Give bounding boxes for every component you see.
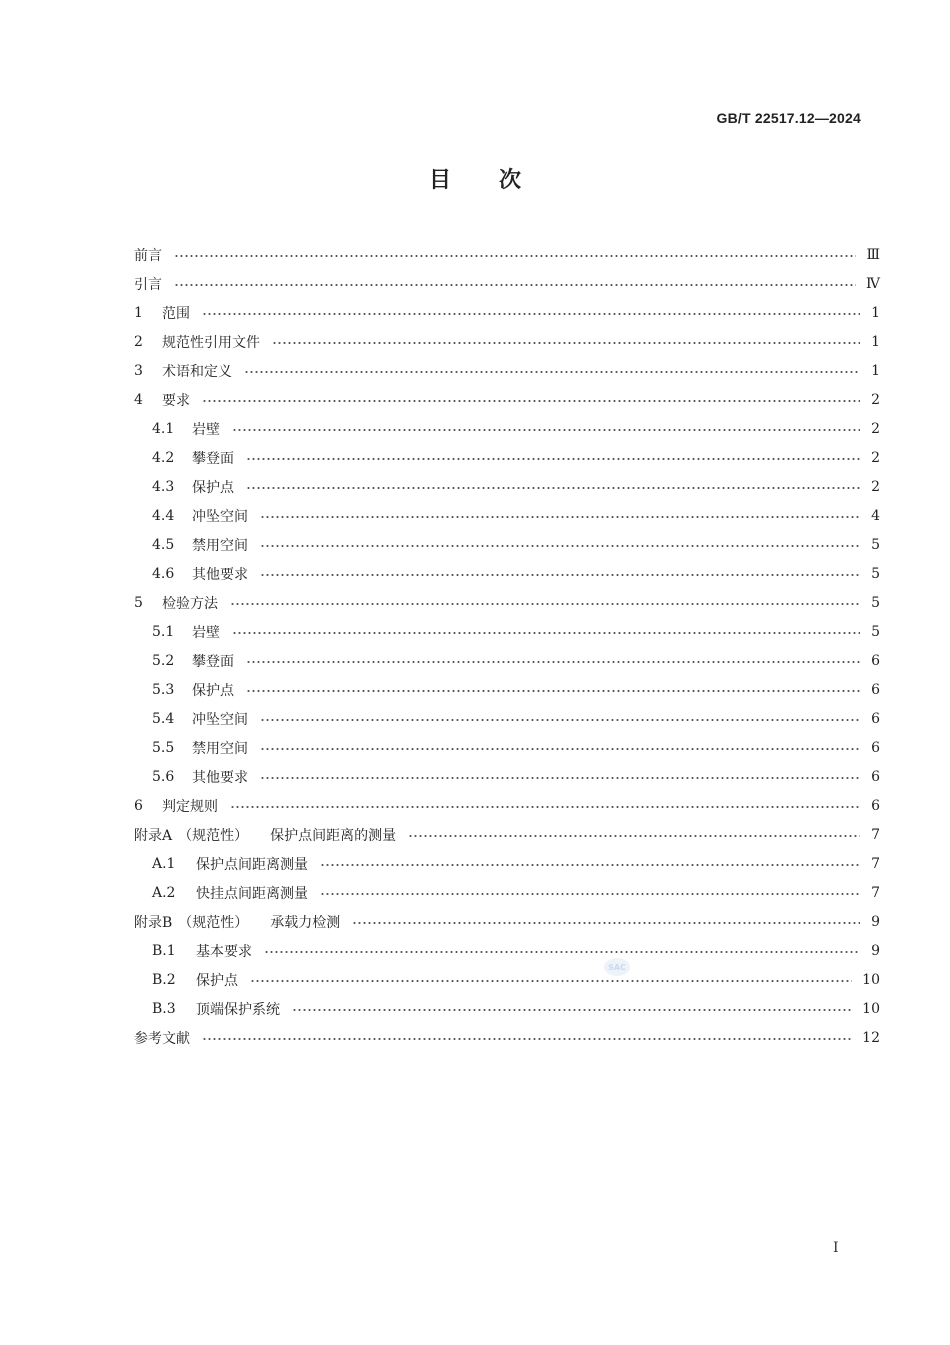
toc-entry-number: B.1 [152, 942, 176, 959]
dot-leader [232, 628, 860, 638]
toc-entry[interactable] [134, 965, 880, 994]
toc-entry[interactable] [134, 994, 880, 1023]
toc-entry[interactable] [134, 733, 880, 762]
toc-entry[interactable] [134, 443, 880, 472]
toc-entry-title: 冲坠空间 [192, 508, 248, 525]
dot-leader [260, 715, 860, 725]
toc-entry-title: 保护点间距离的测量 [270, 827, 397, 844]
toc-entry-number: 5.3 [152, 681, 175, 698]
toc-entry[interactable] [134, 820, 880, 849]
dot-leader [246, 657, 860, 667]
dot-leader [230, 802, 860, 812]
toc-entry-title: 攀登面 [192, 653, 234, 670]
toc-entry-number: 2 [134, 333, 143, 350]
toc-entry-page-number: 7 [871, 855, 880, 872]
toc-entry[interactable] [134, 588, 880, 617]
toc-entry[interactable] [134, 907, 880, 936]
toc-entry[interactable] [134, 762, 880, 791]
dot-leader [272, 338, 860, 348]
toc-entry[interactable] [134, 646, 880, 675]
toc-entry-number: 5.4 [152, 710, 175, 727]
toc-entry-page-number: 7 [871, 884, 880, 901]
toc-entry-number: 5.5 [152, 739, 175, 756]
toc-entry-title: 基本要求 [196, 943, 252, 960]
toc-entry-annex-type: （规范性） [178, 827, 249, 844]
dot-leader [352, 918, 860, 928]
toc-entry-page-number: 1 [871, 362, 880, 379]
toc-entry-title: 要求 [162, 392, 190, 409]
toc-entry[interactable] [134, 327, 880, 356]
toc-entry[interactable] [134, 501, 880, 530]
toc-entry-title: 范围 [162, 305, 190, 322]
toc-entry-number: 附录B [134, 914, 173, 931]
toc-entry-page-number: 2 [871, 478, 880, 495]
toc-entry[interactable] [134, 240, 880, 269]
dot-leader [260, 570, 860, 580]
toc-entry-title: 禁用空间 [192, 537, 248, 554]
dot-leader [260, 512, 860, 522]
toc-entry-title: 岩壁 [192, 624, 220, 641]
toc-entry-title: 岩壁 [192, 421, 220, 438]
toc-entry-title: 承载力检测 [270, 914, 341, 931]
toc-entry-number: A.2 [152, 884, 176, 901]
toc-entry[interactable] [134, 675, 880, 704]
toc-entry-page-number: 6 [871, 768, 880, 785]
toc-entry-number: 4.1 [152, 420, 175, 437]
toc-entry-page-number: 6 [871, 739, 880, 756]
toc-entry-number: 5.1 [152, 623, 175, 640]
standard-number: GB/T 22517.12—2024 [716, 110, 861, 126]
toc-entry-page-number: 10 [862, 971, 880, 988]
toc-entry-page-number: 12 [862, 1029, 880, 1046]
toc-entry[interactable] [134, 385, 880, 414]
dot-leader [250, 976, 852, 986]
toc-entry-page-number: 6 [871, 681, 880, 698]
toc-entry-title: 保护点间距离测量 [196, 856, 308, 873]
toc-entry-page-number: 4 [871, 507, 880, 524]
toc-entry-title: 快挂点间距离测量 [196, 885, 308, 902]
dot-leader [202, 1034, 852, 1044]
toc-entry-page-number: 2 [871, 420, 880, 437]
dot-leader [202, 309, 860, 319]
toc-entry-page-number: 1 [871, 333, 880, 350]
toc-title: 目次 [428, 168, 569, 193]
dot-leader [260, 744, 860, 754]
dot-leader [320, 889, 860, 899]
toc-entry-number: 5.2 [152, 652, 175, 669]
page-folio: Ⅰ [833, 1240, 839, 1256]
toc-entry-number: 4.6 [152, 565, 175, 582]
dot-leader [320, 860, 860, 870]
dot-leader [408, 831, 860, 841]
toc-entry-title: 前言 [134, 247, 162, 264]
toc-entry-title: 其他要求 [192, 566, 248, 583]
toc-entry[interactable] [134, 878, 880, 907]
toc-entry-title: 禁用空间 [192, 740, 248, 757]
toc-entry-title: 术语和定义 [162, 363, 232, 380]
toc-entry-title: 冲坠空间 [192, 711, 248, 728]
toc-entry[interactable] [134, 617, 880, 646]
toc-entry-number: 4 [134, 391, 143, 408]
toc-entry[interactable] [134, 530, 880, 559]
toc-entry-page-number: 5 [871, 594, 880, 611]
toc-entry-number: 4.3 [152, 478, 175, 495]
toc-entry[interactable] [134, 356, 880, 385]
toc-entry-number: 6 [134, 797, 143, 814]
toc-entry[interactable] [134, 1023, 880, 1052]
toc-entry-page-number: 5 [871, 565, 880, 582]
toc-entry-page-number: 9 [871, 942, 880, 959]
dot-leader [260, 773, 860, 783]
dot-leader [174, 280, 856, 290]
toc-entry-page-number: Ⅲ [866, 246, 880, 263]
toc-entry[interactable] [134, 414, 880, 443]
table-of-contents [134, 240, 880, 1052]
dot-leader [260, 541, 860, 551]
dot-leader [174, 251, 856, 261]
toc-entry-number: 3 [134, 362, 143, 379]
toc-entry-number: B.2 [152, 971, 176, 988]
toc-entry-number: 5.6 [152, 768, 175, 785]
toc-entry-page-number: 1 [871, 304, 880, 321]
toc-entry-page-number: 2 [871, 391, 880, 408]
toc-entry-page-number: 10 [862, 1000, 880, 1017]
toc-entry-title: 保护点 [192, 479, 234, 496]
toc-entry-number: 4.4 [152, 507, 175, 524]
toc-entry[interactable] [134, 472, 880, 501]
dot-leader [246, 483, 860, 493]
toc-entry-title: 保护点 [192, 682, 234, 699]
toc-entry-number: 附录A [134, 827, 173, 844]
dot-leader [244, 367, 860, 377]
toc-entry-title: 保护点 [196, 972, 238, 989]
toc-entry-number: B.3 [152, 1000, 176, 1017]
toc-entry-page-number: 6 [871, 652, 880, 669]
dot-leader [230, 599, 860, 609]
toc-entry[interactable] [134, 936, 880, 965]
toc-entry-page-number: Ⅳ [866, 275, 880, 292]
toc-entry[interactable] [134, 559, 880, 588]
dot-leader [246, 454, 860, 464]
toc-entry-title: 规范性引用文件 [162, 334, 260, 351]
toc-entry-number: 1 [134, 304, 143, 321]
toc-entry-page-number: 6 [871, 797, 880, 814]
dot-leader [292, 1005, 852, 1015]
toc-entry-page-number: 2 [871, 449, 880, 466]
toc-entry-page-number: 7 [871, 826, 880, 843]
toc-entry-number: 4.2 [152, 449, 175, 466]
toc-entry-page-number: 5 [871, 536, 880, 553]
dot-leader [202, 396, 860, 406]
toc-entry-title: 参考文献 [134, 1030, 190, 1047]
toc-entry-annex-type: （规范性） [178, 914, 249, 931]
toc-entry-page-number: 9 [871, 913, 880, 930]
toc-entry-number: A.1 [152, 855, 176, 872]
dot-leader [264, 947, 860, 957]
toc-entry-title: 检验方法 [162, 595, 218, 612]
toc-entry[interactable] [134, 791, 880, 820]
toc-entry-title: 引言 [134, 276, 162, 293]
toc-entry-number: 4.5 [152, 536, 175, 553]
toc-entry-page-number: 5 [871, 623, 880, 640]
toc-entry-number: 5 [134, 594, 143, 611]
toc-entry-page-number: 6 [871, 710, 880, 727]
toc-entry-title: 攀登面 [192, 450, 234, 467]
toc-entry[interactable] [134, 849, 880, 878]
toc-entry-title: 判定规则 [162, 798, 218, 815]
toc-entry[interactable] [134, 298, 880, 327]
watermark-logo: SAC [604, 958, 630, 976]
toc-entry-title: 其他要求 [192, 769, 248, 786]
toc-entry[interactable] [134, 269, 880, 298]
dot-leader [246, 686, 860, 696]
toc-entry-title: 顶端保护系统 [196, 1001, 280, 1018]
dot-leader [232, 425, 860, 435]
toc-entry[interactable] [134, 704, 880, 733]
